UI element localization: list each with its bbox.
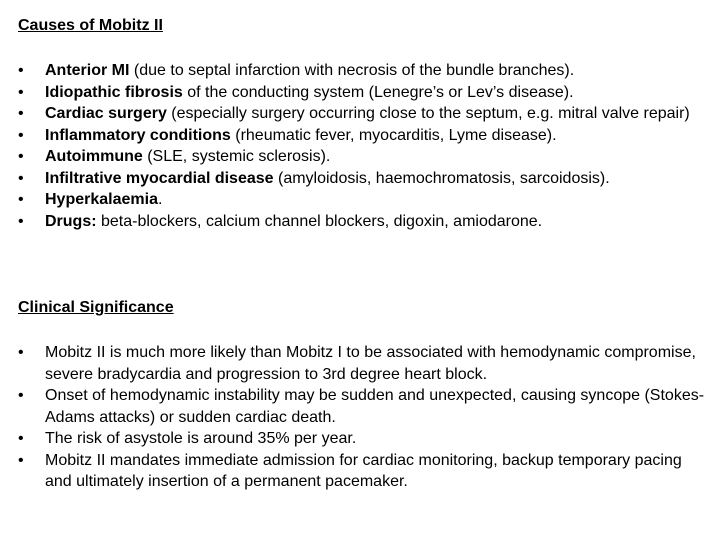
cause-term: Idiopathic fibrosis [45,83,183,101]
list-item [18,168,708,190]
cause-detail: (especially surgery occurring close to the septum, e.g. mitral valve repair) [166,105,690,122]
cause-detail: (due to septal infarction with necrosis of the bundle branches). [129,62,575,79]
bullet-icon: • [18,387,24,404]
list-item [18,60,708,82]
significance-text: Mobitz II mandates immediate admission for cardiac monitoring, backup temporary pacing and ultimately insertion of a permanent pacemaker. [45,451,682,490]
significance-text: The risk of asystole is around 35% per year. [45,430,357,447]
bullet-icon: • [18,169,24,187]
bullet-icon: • [18,105,24,122]
list-item [18,385,708,428]
causes-list [18,60,708,232]
bullet-icon: • [18,83,24,101]
significance-list [18,342,708,493]
cause-term: Cardiac surgery [45,105,167,122]
bullet-icon: • [18,126,24,144]
list-item [18,450,708,493]
bullet-icon: • [18,451,24,469]
cause-detail: . [157,191,163,208]
list-item [18,82,708,104]
significance-heading: Clinical Significance [18,299,174,316]
cause-detail: beta-blockers, calcium channel blockers, digoxin, amiodarone. [96,212,543,230]
cause-detail: of the conducting system (Lenegre’s or Lev’s disease). [182,83,574,101]
list-item [18,189,708,211]
cause-detail: (rheumatic fever, myocarditis, Lyme disease). [230,126,557,144]
bullet-icon: • [18,191,24,208]
list-item [18,103,708,125]
list-item [18,125,708,147]
list-item [18,342,708,385]
bullet-icon: • [18,148,24,165]
cause-term: Infiltrative myocardial disease [45,169,274,187]
cause-detail: (amyloidosis, haemochromatosis, sarcoidosis). [273,169,610,187]
list-item [18,146,708,168]
cause-detail: (SLE, systemic sclerosis). [142,148,331,165]
cause-term: Autoimmune [45,148,143,165]
bullet-icon: • [18,62,24,79]
cause-term: Hyperkalaemia [45,191,158,208]
cause-term: Drugs: [45,212,97,230]
bullet-icon: • [18,344,24,361]
cause-term: Inflammatory conditions [45,126,231,144]
causes-heading: Causes of Mobitz II [18,17,163,34]
cause-term: Anterior MI [45,62,130,79]
list-item [18,428,708,450]
list-item [18,211,708,233]
bullet-icon: • [18,430,24,447]
significance-text: Onset of hemodynamic instability may be sudden and unexpected, causing syncope (Stokes-Adams attacks) or sudden cardiac death. [45,387,705,426]
bullet-icon: • [18,212,24,230]
significance-text: Mobitz II is much more likely than Mobitz I to be associated with hemodynamic compromise, severe bradycardia and progression to 3rd degree heart block. [45,344,696,383]
